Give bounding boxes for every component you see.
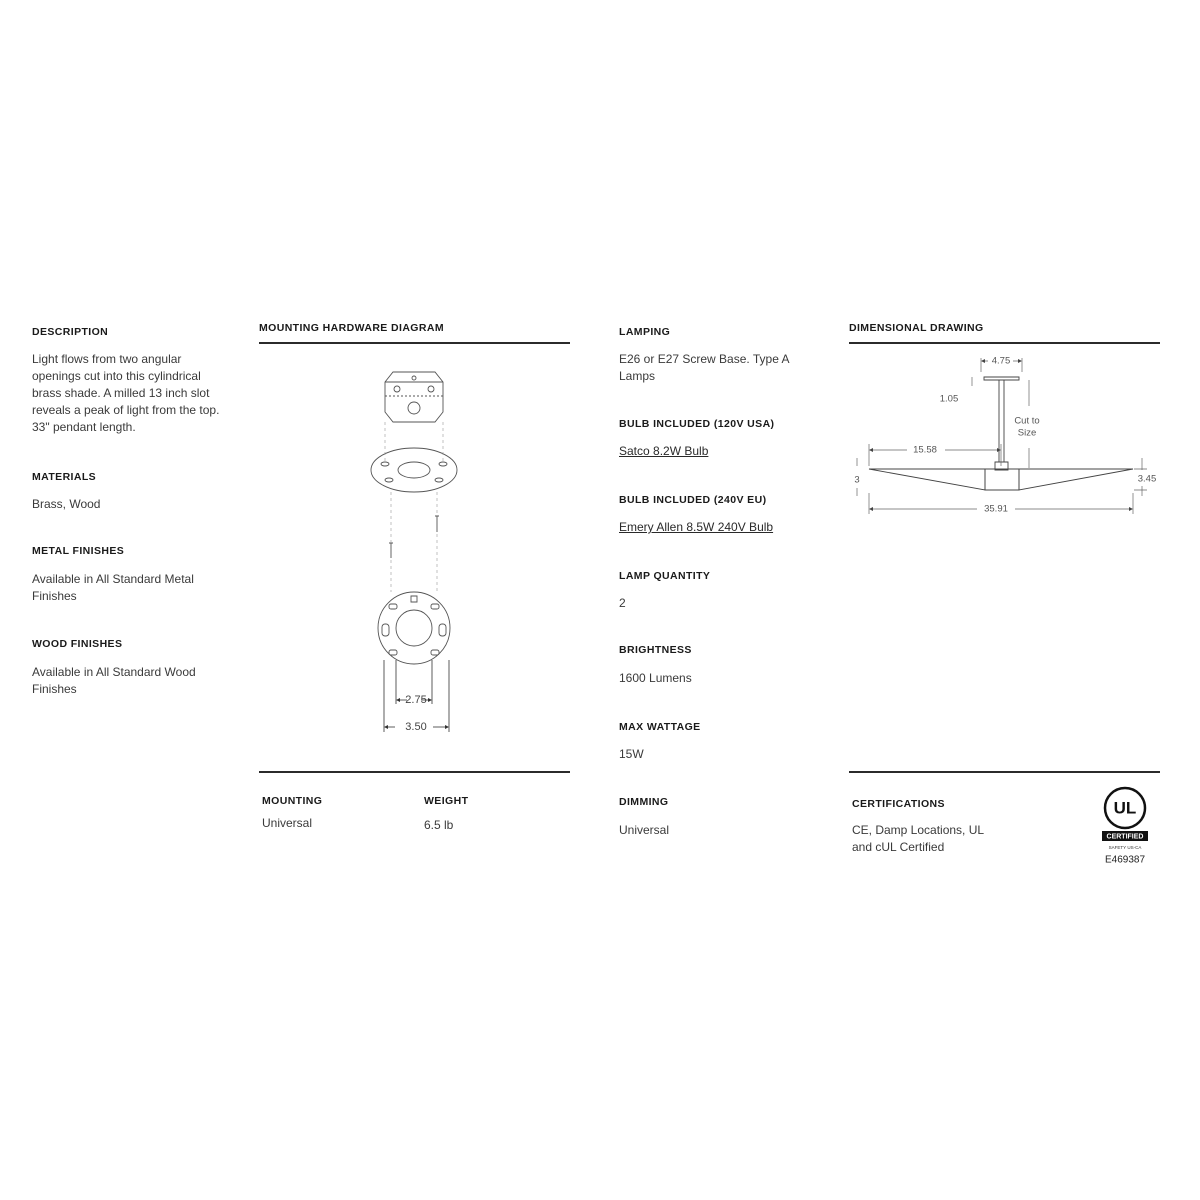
max-wattage-value: 15W [619, 747, 644, 761]
dimming-value: Universal [619, 823, 670, 837]
bulb-eu-link[interactable]: Emery Allen 8.5W 240V Bulb [619, 520, 774, 534]
metal-finishes-label: METAL FINISHES [32, 545, 125, 557]
dimensional-drawing [849, 350, 1160, 520]
dimensional-drawing-rule [849, 342, 1160, 344]
certifications-label: CERTIFICATIONS [852, 798, 945, 810]
lamping-label: LAMPING [619, 326, 671, 338]
bulb-usa-label: BULB INCLUDED (120V USA) [619, 418, 775, 430]
weight-value: 6.5 lb [424, 818, 454, 832]
materials-label: MATERIALS [32, 471, 97, 483]
mounting-diagram-rule [259, 342, 570, 344]
cut-to-size-label-line2: Size [1017, 427, 1037, 439]
mounting-plate-drawing [371, 448, 457, 492]
lamp-quantity-value: 2 [619, 596, 626, 610]
description-label: DESCRIPTION [32, 326, 109, 338]
brightness-value: 1600 Lumens [619, 671, 692, 685]
shade-center-drawing [985, 469, 1019, 490]
canopy-drawing [984, 377, 1019, 380]
canopy-height-label: 1.05 [939, 393, 959, 405]
dim-outer-label: 3.50 [405, 720, 427, 733]
mounting-diagram-label: MOUNTING HARDWARE DIAGRAM [259, 322, 444, 334]
certifications-value: CE, Damp Locations, UL and cUL Certified [852, 823, 984, 854]
ul-safety-text: SAFETY US-CA [1108, 845, 1142, 851]
mounting-bottom-rule [259, 771, 570, 773]
wood-finishes-label: WOOD FINISHES [32, 638, 123, 650]
metal-finishes-value: Available in All Standard Metal Finishes [32, 572, 194, 603]
bulb-eu-label: BULB INCLUDED (240V EU) [619, 494, 767, 506]
dimming-label: DIMMING [619, 796, 669, 808]
mounting-label: MOUNTING [262, 795, 323, 807]
brightness-label: BRIGHTNESS [619, 644, 692, 656]
dimensional-drawing-label: DIMENSIONAL DRAWING [849, 322, 984, 334]
mounting-hardware-diagram [355, 360, 475, 740]
ul-file-number: E469387 [1104, 854, 1146, 866]
screw-drawing [389, 516, 439, 558]
left-height-label: 3 [854, 474, 860, 486]
wood-finishes-value: Available in All Standard Wood Finishes [32, 665, 196, 696]
junction-box-drawing [385, 372, 443, 422]
certifications-rule [849, 771, 1160, 773]
ul-certified-badge [1097, 786, 1153, 872]
shade-left-drawing [869, 469, 985, 490]
crossbar-plate-drawing [378, 592, 450, 664]
ul-certified-text: CERTIFIED [1106, 833, 1144, 841]
description-text: Light flows from two angular openings cut into this cylindrical brass shade. A milled 13 inch slot reveals a peak of light from the top. 33" pendant length. [32, 352, 220, 434]
cut-to-size-label-line1: Cut to [1014, 415, 1040, 427]
ul-mark: UL [1113, 798, 1137, 818]
shade-right-drawing [1019, 469, 1133, 490]
mounting-value: Universal [262, 816, 313, 830]
lamp-quantity-label: LAMP QUANTITY [619, 570, 711, 582]
canopy-width-label: 4.75 [991, 355, 1011, 367]
overall-width-label: 35.91 [984, 503, 1008, 515]
dim-inner-label: 2.75 [405, 693, 427, 706]
bulb-usa-link[interactable]: Satco 8.2W Bulb [619, 444, 709, 458]
right-height-label: 3.45 [1137, 473, 1157, 485]
weight-label: WEIGHT [424, 795, 469, 807]
lamping-value: E26 or E27 Screw Base. Type A Lamps [619, 352, 789, 383]
max-wattage-label: MAX WATTAGE [619, 721, 701, 733]
half-width-label: 15.58 [913, 444, 937, 456]
materials-value: Brass, Wood [32, 497, 101, 511]
